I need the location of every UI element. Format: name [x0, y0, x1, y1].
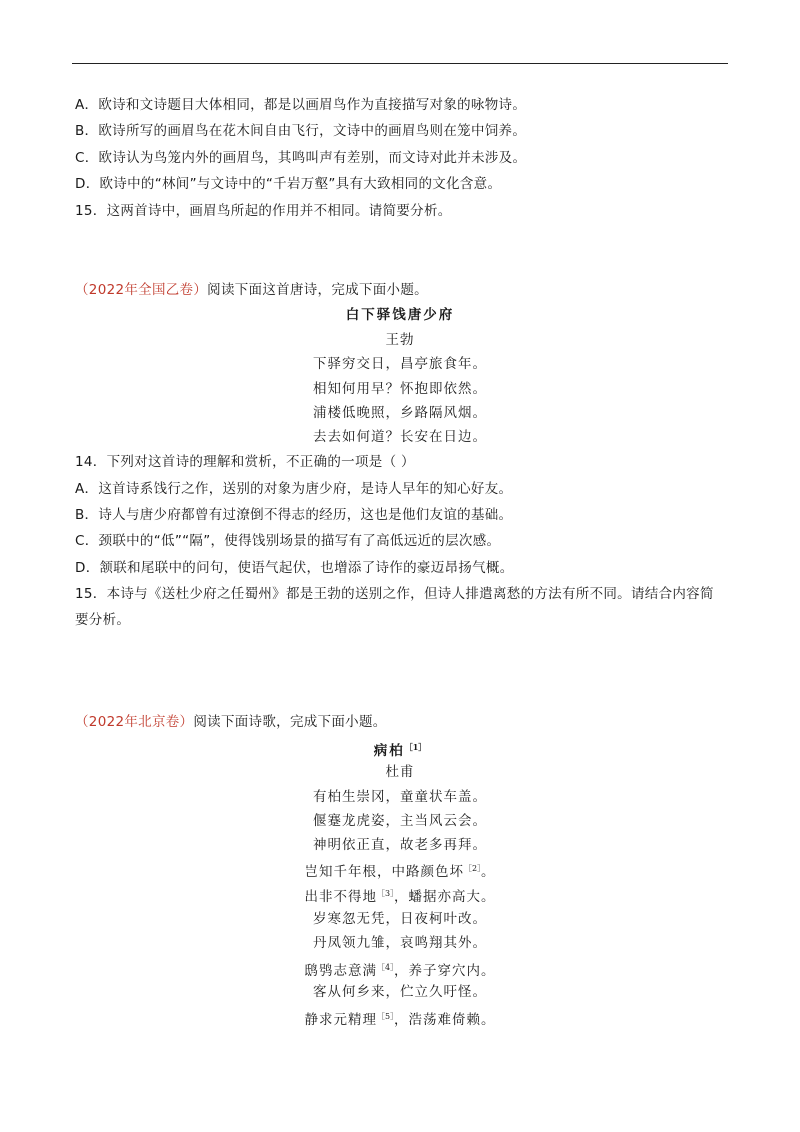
option-a: A．这首诗系饯行之作，送别的对象为唐少府，是诗人早年的知心好友。: [75, 481, 513, 497]
poem-line: 浦楼低晚照，乡路隔风烟。: [313, 405, 487, 421]
poem-line: 丹凤领九雏，哀鸣翔其外。: [313, 935, 487, 951]
question-15-line-2: 要分析。: [75, 612, 131, 628]
poem-line: 岁寒忽无凭，日夜柯叶改。: [313, 911, 487, 927]
question-15: 15．这两首诗中，画眉鸟所起的作用并不相同。请简要分析。: [75, 203, 452, 219]
header-rule: [72, 63, 728, 64]
poem-line: 偃蹇龙虎姿，主当风云会。: [313, 813, 487, 829]
footnote-marker: ［1］: [404, 742, 427, 752]
source-tag: （2022年北京卷）: [75, 714, 194, 730]
footnote-marker: ［3］: [376, 889, 395, 898]
option-d: D．欧诗中的“林间”与文诗中的“千岩万壑”具有大致相同的文化含意。: [75, 176, 502, 192]
section-intro: [75, 281, 428, 299]
section-intro: [75, 713, 387, 731]
poem-line: 去去如何道？长安在日边。: [313, 429, 487, 445]
poem-line: 客从何乡来，伫立久吁怪。: [313, 984, 487, 1000]
poem-author: 杜甫: [385, 764, 415, 780]
intro-text: 阅读下面诗歌，完成下面小题。: [193, 714, 387, 730]
question-14: 14．下列对这首诗的理解和赏析，不正确的一项是（ ）: [75, 454, 415, 470]
poem-line: 相知何用早？怀抱即依然。: [313, 381, 487, 397]
intro-text: 阅读下面这首唐诗，完成下面小题。: [207, 282, 428, 298]
poem-line: 岂知千年根，中路颜色坏$^{[2]}$。: [304, 864, 496, 880]
footnote-marker: ［5］: [376, 1012, 395, 1021]
option-c: C．颈联中的“低”“隔”，使得饯别场景的描写有了高低远近的层次感。: [75, 533, 501, 549]
poem-author: 王勃: [385, 332, 415, 348]
question-15-line-1: 15．本诗与《送杜少府之任蜀州》都是王勃的送别之作，但诗人排遣离愁的方法有所不同。请结合内容简: [75, 586, 714, 602]
option-c: C．欧诗认为鸟笼内外的画眉鸟，其鸣叫声有差别，而文诗对此并未涉及。: [75, 150, 527, 166]
poem-title: 病柏$^{[1]}$: [373, 742, 427, 759]
poem-line: 静求元精理$^{[5]}$，浩荡难倚赖。: [304, 1012, 496, 1028]
footnote-marker: ［4］: [376, 963, 395, 972]
option-d: D．颔联和尾联中的问句，使语气起伏，也增添了诗作的豪迈昂扬气概。: [75, 560, 514, 576]
source-tag: （2022年全国乙卷）: [75, 282, 208, 298]
poem-line: 出非不得地$^{[3]}$，蟠据亦高大。: [304, 889, 496, 905]
footnote-marker: ［2］: [463, 864, 482, 873]
poem-line: 有柏生崇冈，童童状车盖。: [313, 789, 487, 805]
option-b: B．欧诗所写的画眉鸟在花木间自由飞行，文诗中的画眉鸟则在笼中饲养。: [75, 123, 527, 139]
option-b: B．诗人与唐少府都曾有过潦倒不得志的经历，这也是他们友谊的基础。: [75, 507, 513, 523]
poem-line: 神明依正直，故老多再拜。: [313, 837, 487, 853]
poem-title: 白下驿饯唐少府: [345, 307, 455, 323]
option-a: A．欧诗和文诗题目大体相同，都是以画眉鸟作为直接描写对象的咏物诗。: [75, 97, 527, 113]
poem-line: 下驿穷交日，昌亭旅食年。: [313, 356, 487, 372]
poem-line: 鸱鸮志意满$^{[4]}$，养子穿穴内。: [304, 963, 496, 979]
